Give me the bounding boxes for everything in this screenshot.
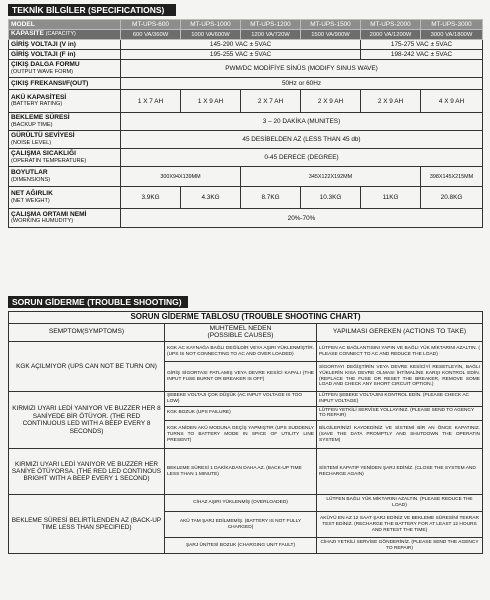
weight-cell: 3.9KG: [121, 187, 181, 209]
cause-cell: ŞEBEKE VOLTAJI ÇOK DÜŞÜK (AC INPUT VOLTAGE IS TOO LOW): [165, 392, 317, 407]
troubleshooting-table: [8, 311, 483, 554]
action-cell: BİLGİLERİNİZİ KAYDEDİNİZ VE SİSTEMİ BİR AN ÖNCE KAPATINIZ.(SAVE THE DATA PROMPTLY AND SHUTDOWN THE OPERATIN SYSTEM): [317, 421, 483, 449]
battery-cell: 2 X 9 AH: [301, 90, 361, 113]
action-cell: SİGORTAYI DEĞİŞTİRİN VEYA DEVRE KESİCİYİ RESETLEYİN, BAĞLI YÜKLERİN KISA DEVRE OLMASI İHTİMALİNE KARŞI KONTROL EDİN. (REPLACE THE FUSE OR RESET THE BREAKER, REMOVE SOME LOAD AND CHECK ANY SHORT CIRCUIT OPTION.): [317, 362, 483, 392]
symptom-cell: KGK AÇILMIYOR (UPS CAN NOT BE TURN ON): [9, 342, 165, 392]
temperature-row: [9, 149, 483, 167]
battery-cell: 2 X 7 AH: [241, 90, 301, 113]
noise-row: [9, 131, 483, 149]
value-cell: 195-255 VAC ± 5VAC: [121, 50, 361, 60]
action-cell: LÜTFEN ŞEBEKE VOLTAJINI KONTROL EDİN. (PLEASE CHECK AC INPUT VOLTAGE): [317, 392, 483, 407]
weight-cell: 10.3KG: [301, 187, 361, 209]
row-label-text: ÇIKIŞ DALGA FORMU: [11, 61, 80, 69]
backup-row: [9, 113, 483, 131]
row-label: [9, 167, 121, 187]
value-cell: 50Hz or 60Hz: [121, 78, 483, 90]
output-frequency-row: [9, 78, 483, 90]
battery-cell: 2 X 9 AH: [361, 90, 421, 113]
value-cell: 45 DESİBELDEN AZ (LESS THAN 45 db): [121, 131, 483, 149]
specifications-heading: TEKNİK BİLGİLER (SPECIFICATIONS): [8, 4, 176, 16]
weight-cell: 8.7KG: [241, 187, 301, 209]
capacity-cell: 2000 VA/1200W: [361, 30, 421, 40]
model-cell: MT-UPS-2000: [361, 20, 421, 30]
row-label-sub: (WORKING HUMUDITY): [11, 218, 74, 224]
model-label: MODEL: [9, 20, 121, 30]
value-cell: 300X94X139MM: [121, 167, 241, 187]
row-label-sub: (DIMENSIONS): [11, 176, 51, 183]
row-label-sub: (OUTPUT WAVE FORM): [11, 68, 74, 75]
dimensions-row: [9, 167, 483, 187]
troubleshooting-heading: SORUN GİDERME (TROUBLE SHOOTING): [8, 296, 188, 308]
row-label-text: NET AĞIRLIK: [11, 190, 53, 198]
row-label: [9, 149, 121, 167]
symptom-cell: BEKLEME SÜRESİ BELİRTİLENDEN AZ (BACK-UP TIME LESS THAN SPECIFIED): [9, 495, 165, 554]
value-cell: 145-290 VAC ± 5VAC: [121, 40, 361, 50]
cause-cell: ŞARJ ÜNİTESİ BOZUK (CHARGING UNIT FAULT): [165, 538, 317, 554]
battery-cell: 1 X 9 AH: [181, 90, 241, 113]
cause-cell: KGK AC KAYNAĞA BAĞLI DEĞİLDİR VEYA AŞIRI YÜKLENMİŞTİR. (UPS IS NOT CONNECTING TO AC AND OVER LOADED): [165, 342, 317, 362]
value-cell: 345X122X192MM: [241, 167, 421, 187]
cause-cell: CİHAZ AŞIRI YÜKLENMİŞ (OVERLOADED): [165, 495, 317, 512]
cause-cell: KGK ANİDEN AKÜ MODUNA GEÇİŞ YAPMIŞTIR (UPS SUDDENLY TURNS TO BATTERY MODE IN SPICE OF UTILITY LINE PRESENT): [165, 421, 317, 449]
action-cell: LÜTFEN YETKİLİ SERVİSE YOLLAYINIZ. (PLEASE SEND TO AGENCY TO REPAIR): [317, 406, 483, 421]
action-cell: LÜTFEN AC BAĞLANTISINI YAPIN VE BAĞLI YÜK MİKTARINI AZALTIN. ( PLEASE CONNECT TO AC AND REDUCE THE LOAD): [317, 342, 483, 362]
input-voltage-v-row: [9, 40, 483, 50]
cause-cell: BEKLEME SÜRESİ 1 DAKİKADAN DAHA AZ. (BACK-UP TIME LESS THAN 1 MINUTE): [165, 449, 317, 495]
col-cause-en: (POSSIBLE CAUSES): [207, 331, 274, 339]
capacity-cell: 600 VA/360W: [121, 30, 181, 40]
row-label-sub: (BACKUP TIME): [11, 121, 53, 128]
row-label-sub: (BATTERY RATING): [11, 101, 63, 107]
row-label-sub: (OPERATIN TEMPERATURE): [11, 157, 87, 164]
waveform-row: [9, 60, 483, 78]
model-cell: MT-UPS-1200: [241, 20, 301, 30]
model-cell: MT-UPS-3000: [421, 20, 483, 30]
symptom-cell: KIRMIZI UYARI LEDİ YANIYOR VE BUZZER HER 8 SANİYEDE BİR ÖTÜYOR. (THE RED CONTINUOUS LED WITH A BEEP EVERY 8 SECONDS): [9, 392, 165, 449]
row-label: ÇIKIŞ FREKANSI/F(OUT): [9, 78, 121, 90]
value-cell: 0-45 DERECE (DEGREE): [121, 149, 483, 167]
chart-title-row: [9, 312, 483, 324]
col-action: YAPILMASI GEREKEN (ACTIONS TO TAKE): [317, 324, 483, 342]
input-voltage-f-row: [9, 50, 483, 60]
cause-cell: KGK BOZUK (UPS FAILURE): [165, 406, 317, 421]
row-label-text: GÜRÜLTÜ SEVİYESİ: [11, 132, 75, 140]
table-row: [9, 392, 483, 407]
value-cell: PWM/DC MODİFİYE SİNÜS (MODIFY SINUS WAVE): [121, 60, 483, 78]
table-row: [9, 495, 483, 512]
weight-row: [9, 187, 483, 209]
capacity-row: [9, 30, 483, 40]
humidity-row: [9, 209, 483, 228]
row-label: GİRİŞ VOLTAJI (F in): [9, 50, 121, 60]
value-cell: 20%-70%: [121, 209, 483, 228]
row-label: [9, 113, 121, 131]
col-cause-tr: MUHTEMEL NEDEN: [209, 324, 272, 332]
capacity-label-sub: (CAPACITY): [45, 31, 76, 38]
battery-cell: 4 X 9 AH: [421, 90, 483, 113]
model-cell: MT-UPS-600: [121, 20, 181, 30]
col-cause: [165, 324, 317, 342]
specifications-table: [8, 19, 483, 228]
battery-row: [9, 90, 483, 113]
table-row: [9, 449, 483, 495]
cause-cell: GİRİŞ SİGORTASI PATLAMIŞ VEYA DEVRE KESİCİ KAPALI (THE INPUT FUSE BURNT OR BREAKER IS OFF): [165, 362, 317, 392]
battery-cell: 1 X 7 AH: [121, 90, 181, 113]
table-row: [9, 342, 483, 362]
value-cell: 398X145X215MM: [421, 167, 483, 187]
weight-cell: 4.3KG: [181, 187, 241, 209]
row-label: [9, 90, 121, 113]
value-cell: 3 – 20 DAKİKA (MUNITES): [121, 113, 483, 131]
action-cell: AKÜYÜ EN AZ 12 SAAT ŞARJ EDİNİZ VE BEKLEME SÜRESİNİ TEKRAR TEST EDİNİZ. (RECHARGE THE BATTERY FOR AT LEAST 12 HOURS AND RETEST THE TIME): [317, 512, 483, 538]
row-label: [9, 60, 121, 78]
model-cell: MT-UPS-1000: [181, 20, 241, 30]
row-label-text: BEKLEME SÜRESİ: [11, 114, 70, 122]
value-cell: 198-242 VAC ± 5VAC: [361, 50, 483, 60]
row-label: [9, 131, 121, 149]
capacity-label-text: KAPASİTE: [11, 30, 44, 38]
capacity-cell: 1200 VA/720W: [241, 30, 301, 40]
capacity-cell: 3000 VA/1800W: [421, 30, 483, 40]
column-header-row: [9, 324, 483, 342]
row-label: [9, 187, 121, 209]
value-cell: 175-275 VAC ± 5VAC: [361, 40, 483, 50]
row-label: GİRİŞ VOLTAJI (V in): [9, 40, 121, 50]
weight-cell: 11KG: [361, 187, 421, 209]
capacity-cell: 1500 VA/900W: [301, 30, 361, 40]
capacity-label: [9, 30, 121, 40]
model-row: [9, 20, 483, 30]
row-label-text: BOYUTLAR: [11, 169, 48, 177]
model-cell: MT-UPS-1500: [301, 20, 361, 30]
row-label-sub: (NET WEIGHT): [11, 197, 50, 204]
action-cell: SİSTEMİ KAPATIP YENİDEN ŞARJ EDİNİZ. (CLOSE THE SYSTEM AND RECHARGE AGAIN): [317, 449, 483, 495]
row-label-sub: (NOISE LEVEL): [11, 139, 52, 146]
row-label: [9, 209, 121, 228]
cause-cell: AKÜ TAM ŞARJ EDİLMEMİŞ. (BATTERY IS NOT FULLY CHARGED): [165, 512, 317, 538]
capacity-cell: 1000 VA/600W: [181, 30, 241, 40]
weight-cell: 20.8KG: [421, 187, 483, 209]
col-symptom: SEMPTOM(SYMPTOMS): [9, 324, 165, 342]
row-label-text: ÇALIŞMA ORTAMI NEMİ: [11, 210, 87, 218]
action-cell: LÜTFEN BAĞLI YÜK MİKTARINI AZALTIN. (PLEASE REDUCE THE LOAD): [317, 495, 483, 512]
row-label-text: ÇALIŞMA SICAKLIĞI: [11, 150, 76, 158]
row-label-text: AKÜ KAPASİTESİ: [11, 93, 67, 101]
chart-title: SORUN GİDERME TABLOSU (TROUBLE SHOOTING CHART): [9, 312, 483, 324]
symptom-cell: KIRMIZI UYARI LEDİ YANIYOR VE BUZZER HER SANİYE ÖTÜYORSA. (THE RED LED CONTINOUS BRIGHT WITH A BEEP EVERY 1 SECOND): [9, 449, 165, 495]
action-cell: CİHAZI YETKİLİ SERVİSE GÖNDERİNİZ. (PLEASE SEND THE AGENCY TO REPAIR): [317, 538, 483, 554]
